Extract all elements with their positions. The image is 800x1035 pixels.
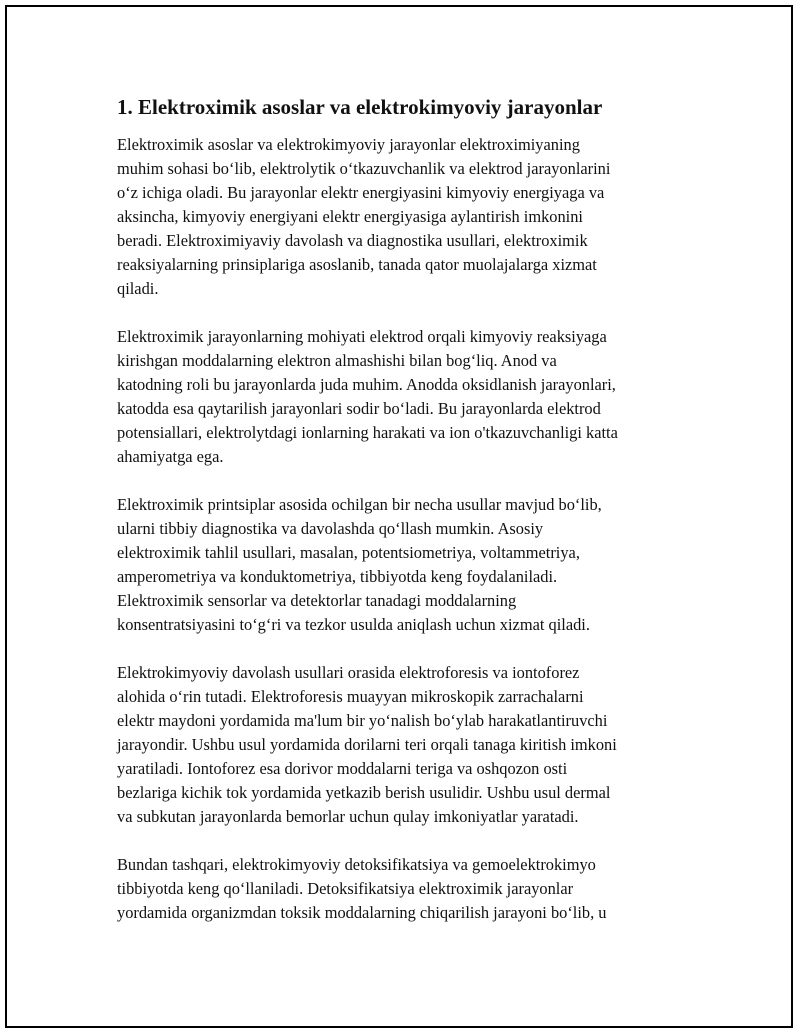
- text-line: katodning roli bu jarayonlarda juda muhim. Anodda oksidlanish jarayonlari,: [117, 375, 616, 394]
- text-line: elektroximik tahlil usullari, masalan, potentsiometriya, voltammetriya,: [117, 543, 580, 562]
- text-line: reaksiyalarning prinsiplariga asoslanib, tanada qator muolajalarga xizmat: [117, 255, 597, 274]
- text-line: amperometriya va konduktometriya, tibbiyotda keng foydalaniladi.: [117, 567, 558, 586]
- text-line: muhim sohasi bo‘lib, elektrolytik o‘tkazuvchanlik va elektrod jarayonlarini: [117, 159, 611, 178]
- text-line: bezlariga kichik tok yordamida yetkazib berish usulidir. Ushbu usul dermal: [117, 783, 611, 802]
- text-line: Elektrokimyoviy davolash usullari orasida elektroforesis va iontoforez: [117, 663, 580, 682]
- text-line: beradi. Elektroximiyaviy davolash va diagnostika usullari, elektroximik: [117, 231, 588, 250]
- document-body: [117, 94, 687, 949]
- text-line: jarayondir. Ushbu usul yordamida dorilarni teri orqali tanaga kiritish imkoni: [117, 735, 617, 754]
- text-line: Elektroximik jarayonlarning mohiyati elektrod orqali kimyoviy reaksiyaga: [117, 327, 607, 346]
- paragraph-1: [117, 133, 687, 301]
- paragraph-2: [117, 325, 687, 469]
- text-line: yaratiladi. Iontoforez esa dorivor moddalarni teriga va oshqozon osti: [117, 759, 568, 778]
- paragraph-5: [117, 853, 687, 925]
- paragraph-3: [117, 493, 687, 637]
- paragraph-4: [117, 661, 687, 829]
- section-heading: 1. Elektroximik asoslar va elektrokimyoviy jarayonlar: [117, 95, 603, 119]
- text-line: Elektroximik printsiplar asosida ochilgan bir necha usullar mavjud bo‘lib,: [117, 495, 602, 514]
- text-line: qiladi.: [117, 279, 159, 298]
- text-line: ularni tibbiy diagnostika va davolashda qo‘llash mumkin. Asosiy: [117, 519, 544, 538]
- text-line: va subkutan jarayonlarda bemorlar uchun qulay imkoniyatlar yaratadi.: [117, 807, 579, 826]
- text-line: kirishgan moddalarning elektron almashishi bilan bog‘liq. Anod va: [117, 351, 557, 370]
- text-line: Bundan tashqari, elektrokimyoviy detoksifikatsiya va gemoelektrokimyo: [117, 855, 596, 874]
- text-line: tibbiyotda keng qo‘llaniladi. Detoksifikatsiya elektroximik jarayonlar: [117, 879, 574, 898]
- text-line: Elektroximik sensorlar va detektorlar tanadagi moddalarning: [117, 591, 517, 610]
- text-line: o‘z ichiga oladi. Bu jarayonlar elektr energiyasini kimyoviy energiyaga va: [117, 183, 605, 202]
- text-line: katodda esa qaytarilish jarayonlari sodir bo‘ladi. Bu jarayonlarda elektrod: [117, 399, 601, 418]
- text-line: elektr maydoni yordamida ma'lum bir yo‘nalish bo‘ylab harakatlantiruvchi: [117, 711, 608, 730]
- text-line: yordamida organizmdan toksik moddalarning chiqarilish jarayoni bo‘lib, u: [117, 903, 607, 922]
- text-line: Elektroximik asoslar va elektrokimyoviy jarayonlar elektroximiyaning: [117, 135, 580, 154]
- text-line: ahamiyatga ega.: [117, 447, 224, 466]
- text-line: aksincha, kimyoviy energiyani elektr energiyasiga aylantirish imkonini: [117, 207, 583, 226]
- text-line: potensiallari, elektrolytdagi ionlarning harakati va ion o'tkazuvchanligi katta: [117, 423, 618, 442]
- text-line: alohida o‘rin tutadi. Elektroforesis muayyan mikroskopik zarrachalarni: [117, 687, 584, 706]
- text-line: konsentratsiyasini to‘g‘ri va tezkor usulda aniqlash uchun xizmat qiladi.: [117, 615, 590, 634]
